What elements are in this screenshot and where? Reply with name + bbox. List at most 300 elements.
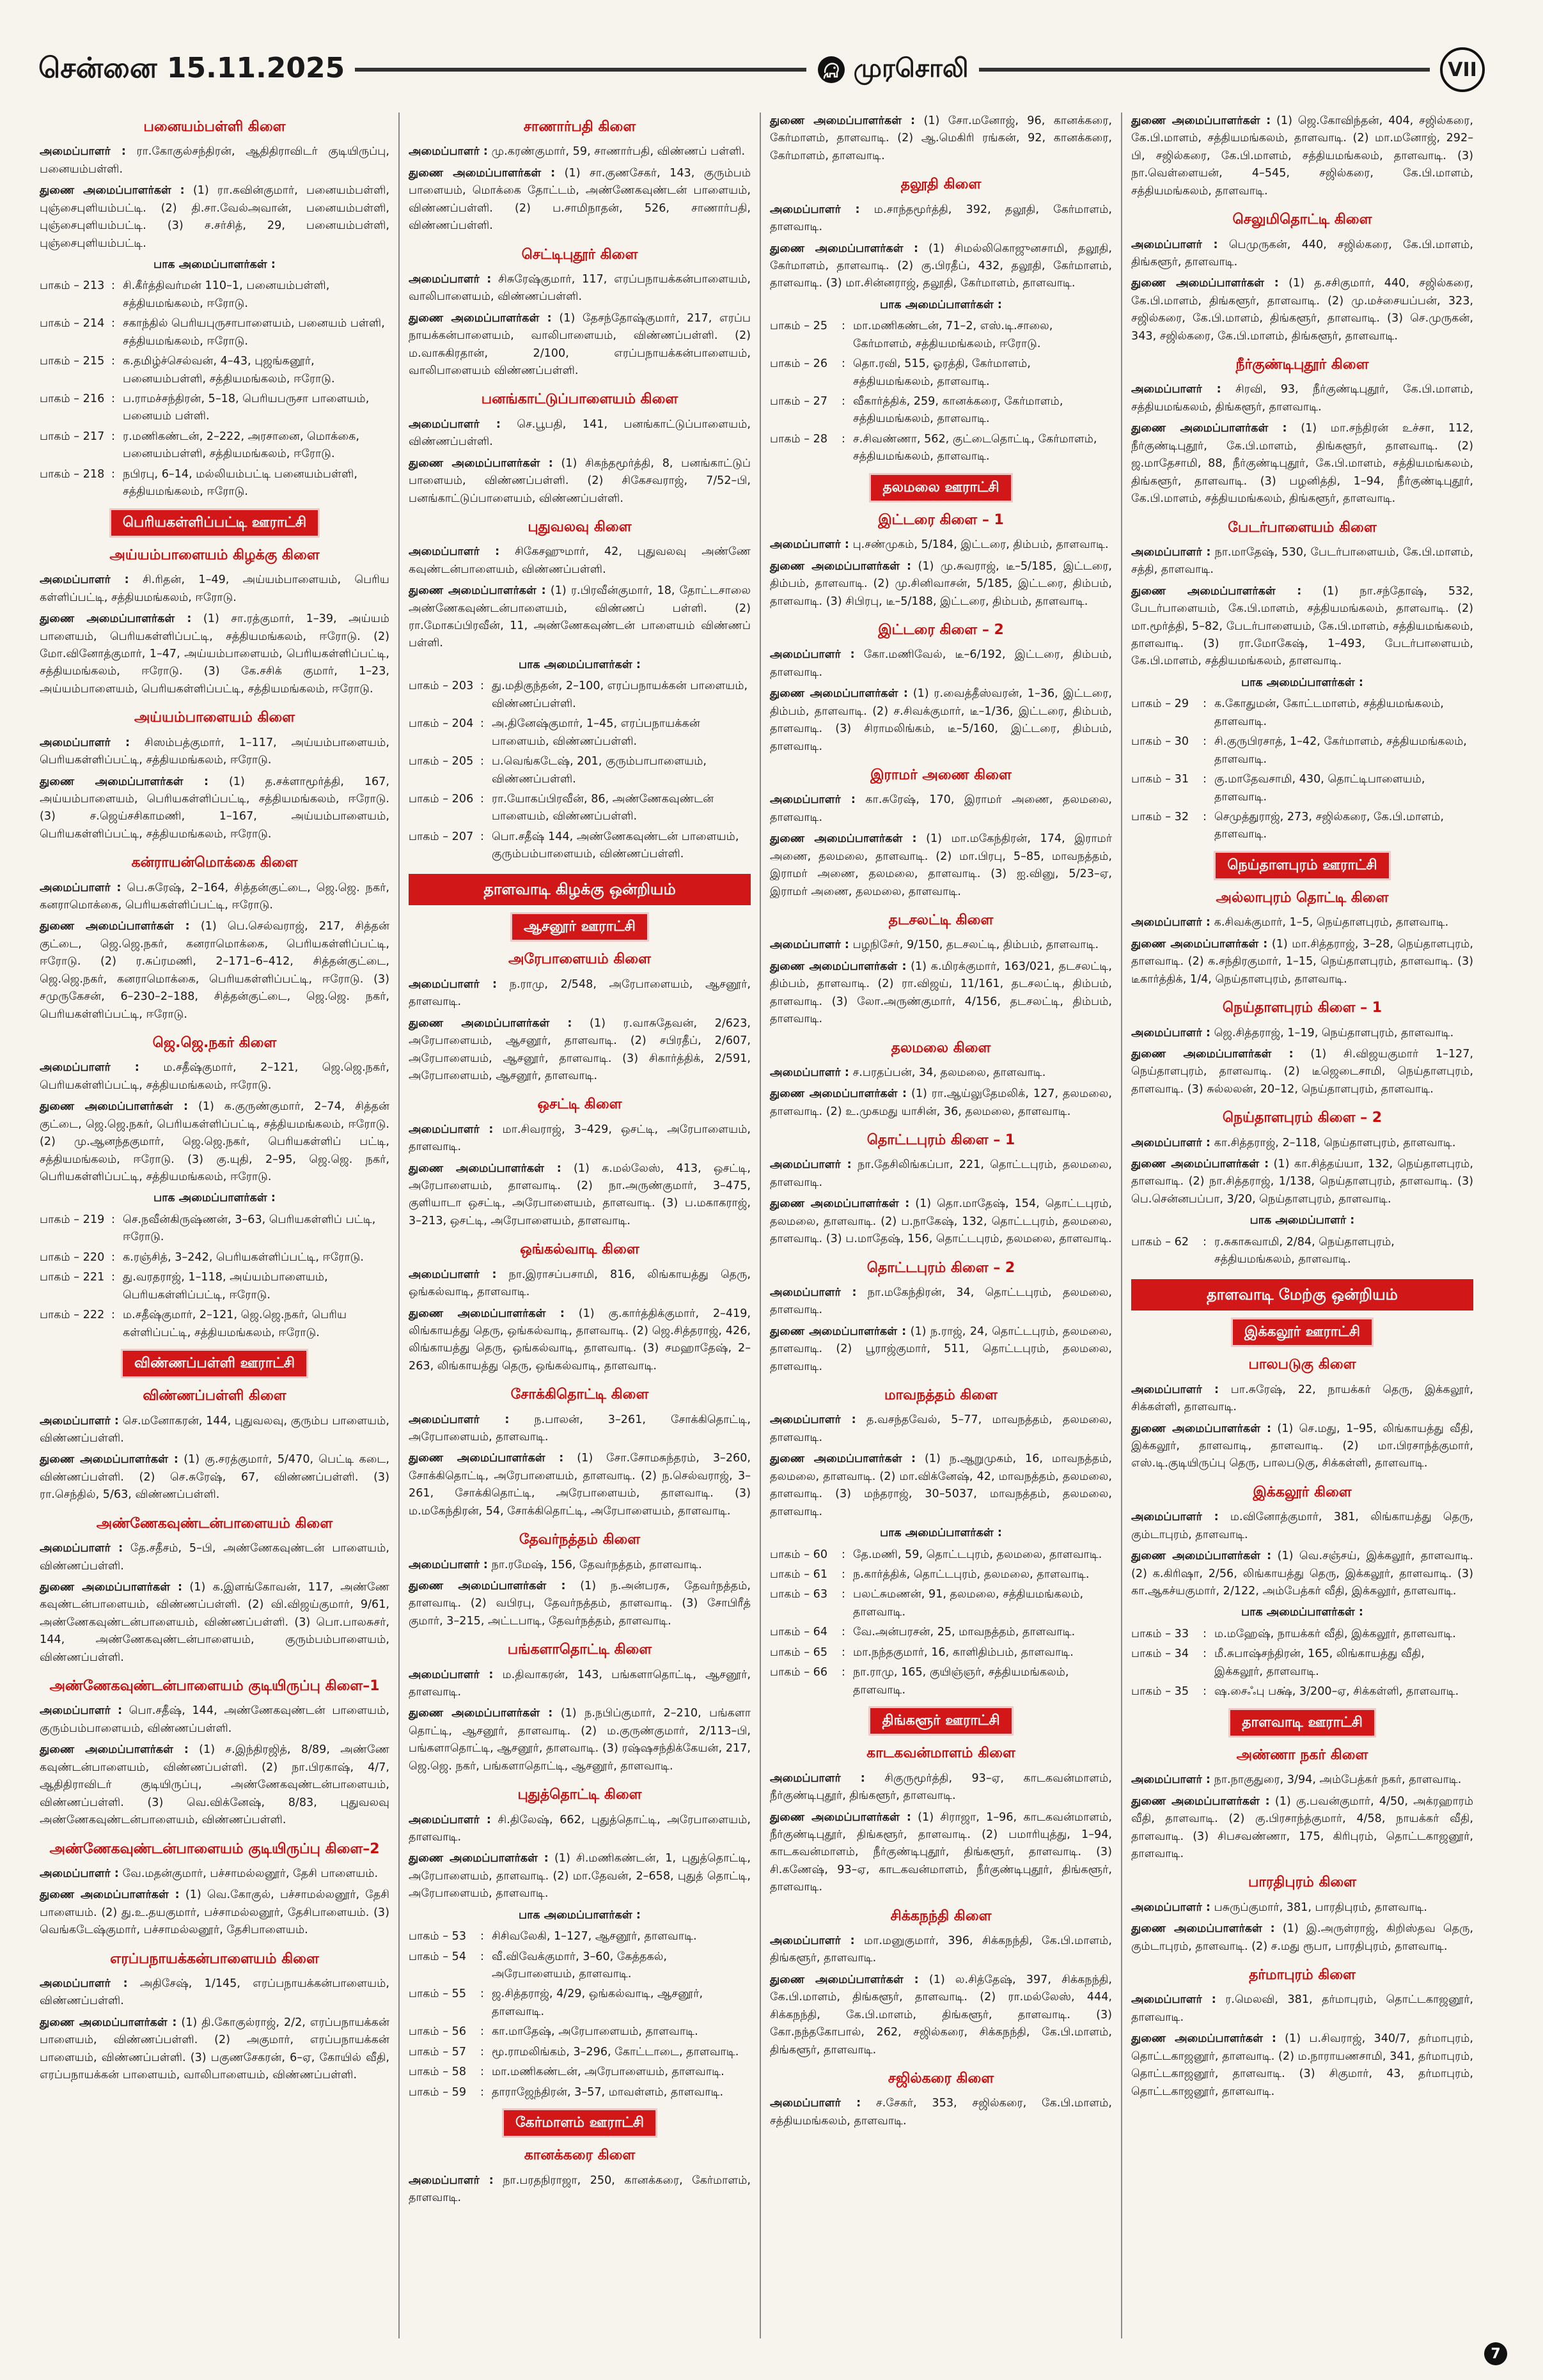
role-label: அமைப்பாளர் : [770,1934,855,1947]
booth-colon: : [480,1950,484,1963]
elephant-emblem-icon [817,55,846,84]
branch-title: இராமர் அணை கிளை [870,767,1012,784]
member-entry [1131,1899,1473,1917]
booth-number: பாகம் – 207 [409,830,474,843]
member-details: கோ.மணிவேல், டீ–6/192, இட்டரை, திம்பம், தாளவாடி. [770,648,1113,679]
booth-colon: : [842,1548,845,1561]
member-entry [1131,420,1473,508]
role-label: துணை அமைப்பாளர்கள் : [770,1973,919,1986]
member-details: பா.சுரேஷ், 22, நாயக்கர் தெரு, இக்கலூர், சிக்கள்ளி, தாளவாடி. [1131,1383,1474,1414]
branch-title: ஜெ.ஜெ.நகர் கிளை [152,1035,277,1052]
member-entry [770,830,1112,901]
member-details: பெமுருகன், 440, சஜில்கரை, கே.பி.மாளம், திங்களூர், தாளவாடி. [1131,238,1474,268]
booth-agent: வீ.விவேக்குமார், 3–60, கேத்தகல், அரேபாளையம், தாளவாடி. [492,1950,667,1980]
branch-title: அண்ணேகவுண்டன்பாளையம் குடியிருப்பு கிளை–2 [49,1840,380,1857]
booth-colon: : [480,680,484,693]
member-entry [1131,1420,1473,1473]
member-entry [409,416,751,451]
panchayat-title: ஆசனூர் ஊராட்சி [512,914,647,940]
booth-number: பாகம் – 61 [770,1567,828,1581]
panchayat-title: தாளவாடி ஊராட்சி [1230,1710,1374,1736]
section-branch [40,707,389,843]
member-entry [770,1933,1112,1968]
role-label: துணை அமைப்பாளர்கள் : [409,1162,561,1175]
role-label: துணை அமைப்பாளர்கள் : [770,114,916,127]
booth-agent: மா.மணிகண்டன், 71–2, எஸ்.டி.சாலை, கேர்மாளம், சத்தியமங்கலம், ஈரோடு. [853,320,1053,350]
member-entry [40,1540,389,1575]
member-entry [1131,237,1473,272]
role-label: அமைப்பாளர் : [1131,545,1211,559]
booth-colon: : [842,1666,845,1679]
role-label: அமைப்பாளர் : [1131,1773,1210,1787]
member-entry [770,791,1112,827]
booth-number: பாகம் – 215 [40,355,105,368]
booth-agent: து.மதிகுந்தன், 2–100, எரப்பநாயக்கன் பாளையம், விண்ணப்பள்ளி. [492,680,748,710]
role-label: அமைப்பாளர் : [40,1867,119,1880]
column-3 [760,113,1121,2338]
section-branch [409,116,751,235]
booth-number: பாகம் – 28 [770,432,828,446]
member-details: நா.மாதேஷ், 530, பேடர்பாளையம், கே.பி.மாளம், சத்தி, தாளவாடி. [1131,545,1474,577]
role-label: அமைப்பாளர் : [409,1268,497,1281]
role-label: துணை அமைப்பாளர்கள் : [409,1707,553,1720]
member-details: ம.வினோத்குமார், 381, லிங்காயத்து தெரு, கும்டாபுரம், தாளவாடி. [1131,1511,1473,1541]
branch-title: சஜில்கரை கிளை [888,2071,994,2087]
role-label: அமைப்பாளர் : [409,417,501,431]
member-entry [40,1886,389,1939]
booth-agent: மீ.சுபாஷ்சந்திரன், 165, லிங்காயத்து வீதி, இக்கலூர், தாளவாடி. [1214,1647,1425,1678]
booth-agents-heading: பாக அமைப்பாளர்கள் : [153,258,276,271]
booth-number: பாகம் – 57 [409,2045,467,2058]
member-details: (1) தொ.மாதேஷ், 154, தொட்டபுரம், தலமலை, தாளவாடி. (2) ப.நாகேஷ், 132, தொட்டபுரம், தலமலை, தாளவாடி. (3) ப.மாதேஷ், 156, தொட்டபுரம், தலமலை, தாளவாடி. [770,1197,1112,1246]
member-details: நா.ரமேஷ், 156, தேவர்நத்தம், தாளவாடி. [491,1558,702,1571]
booth-row [40,1249,389,1266]
member-entry [770,1064,1112,1082]
booth-agents-heading: பாக அமைப்பாளர்கள் : [519,1908,641,1922]
section-branch [40,1513,389,1667]
section-branch [40,116,389,501]
member-entry [770,240,1112,293]
member-details: ரா.கோகுல்சந்திரன், ஆதிதிராவிடர் குடியிருப்பு, பனையம்பள்ளி. [40,145,389,176]
booth-row [770,1664,1112,1699]
member-entry [40,1098,389,1186]
panchayat-title: தலமலை ஊராட்சி [871,475,1010,501]
section-banner [1131,1710,1473,1736]
role-label: அமைப்பாளர் : [770,938,849,952]
member-entry [1131,113,1473,200]
booth-number: பாகம் – 222 [40,1309,105,1322]
newspaper-name: முரசொலி [853,53,969,83]
booth-agent: கு.மாதேவசாமி, 430, தொட்டிபாளையம், தாளவாடி. [1214,773,1425,804]
member-details: பசுருப்குமார், 381, பாரதிபுரம், தாளவாடி. [1214,1901,1428,1914]
role-label: துணை அமைப்பாளர்கள் : [409,1852,549,1865]
member-details: (1) சா.குணசேகர், 143, குரும்பம் பாளையம், மொக்கை தோட்டம், அண்ணேகவுண்டன் பாளையம், விண்ணப்பள்ளி. (2) ப.சாமிநாதன், 526, சாணார்பதி, விண்ணப்பள்ளி. [409,166,751,233]
role-label: துணை அமைப்பாளர்கள் : [409,584,546,598]
column-4 [1121,113,1482,2338]
role-label: அமைப்பாளர் : [409,545,500,559]
role-label: துணை அமைப்பாளர்கள் : [1131,1922,1275,1936]
booth-number: பாகம் – 59 [409,2085,467,2099]
branch-title: தலமலை கிளை [891,1039,991,1056]
member-details: நா.பரதநிராஜா, 250, கானக்கரை, கேர்மாளம், தாளவாடி. [409,2174,751,2205]
role-label: அமைப்பாளர் : [409,1123,494,1136]
member-details: க.சிவக்குமார், 1–5, நெய்தாளபுரம், தாளவாடி. [1214,916,1449,929]
member-entry [1131,1381,1473,1417]
member-details: நா.இராசப்பசாமி, 816, லிங்காயத்து தெரு, ஒங்கல்வாடி, தாளவாடி. [409,1268,751,1299]
member-details: ஜெ.சித்தராஜ், 1–19, நெய்தாளபுரம், தாளவாடி. [1214,1026,1454,1039]
member-entry [1131,1156,1473,1208]
branch-title: அய்யம்பாளையம் கிழக்கு கிளை [109,547,320,563]
booth-row [1131,733,1473,768]
role-label: அமைப்பாளர் : [1131,1901,1210,1914]
branch-title: பங்களாதொட்டி கிளை [507,1642,652,1658]
booth-number: பாகம் – 218 [40,467,105,481]
section-banner [770,1708,1112,1734]
panchayat-title: விண்ணப்பள்ளி ஊராட்சி [123,1351,306,1376]
member-details: ம.திவாகரன், 143, பங்களாதொட்டி, ஆசனூர், தாளவாடி. [409,1668,751,1699]
booth-agent: வீகார்த்திக், 259, கானக்கரை, கேர்மாளம், சத்தியமங்கலம், தாளவாடி. [853,395,1063,426]
booth-agent: தே.மணி, 59, தொட்டபுரம், தலமலை, தாளவாடி. [853,1548,1102,1561]
role-label: துணை அமைப்பாளர்கள் : [40,1580,183,1594]
branch-title: தலூதி கிளை [900,176,982,193]
branch-title: இட்டரை கிளை – 1 [878,512,1004,529]
booth-number: பாகம் – 35 [1131,1685,1189,1699]
member-entry [770,646,1112,681]
booth-colon: : [1203,735,1207,749]
booth-agent: சி.கீர்த்திவர்மன் 110–1, பனையம்பள்ளி, சத்தியமங்கலம், ஈரோடு. [123,279,330,310]
section-banner [40,1351,389,1376]
booth-row [409,1986,751,2021]
panchayat-title: பெரியகள்ளிப்பட்டி ஊராட்சி [111,510,318,536]
member-details: நா.நாகுதுரை, 3/94, அம்பேத்கர் நகர், தாளவாடி. [1214,1773,1462,1787]
booth-number: பாகம் – 65 [770,1645,828,1659]
section-branch [770,1130,1112,1248]
branch-title: சாணார்பதி கிளை [523,119,636,135]
member-entry [1131,2030,1473,2101]
member-entry [1131,275,1473,345]
booth-row [1131,1234,1473,1269]
panchayat-banner [40,1351,389,1376]
section-branch [40,1948,389,2085]
role-label: துணை அமைப்பாளர்கள் : [40,775,209,788]
panchayat-title: இக்கலூர் ஊராட்சி [1233,1319,1372,1345]
section-branch [409,949,751,1085]
booth-colon: : [111,317,115,331]
booth-agent: சிசிவலேகி, 1–127, ஆசனூர், தாளவாடி. [492,1930,697,1943]
role-label: துணை அமைப்பாளர்கள் : [409,1016,572,1030]
booth-number: பாகம் – 216 [40,393,105,405]
section-branch [770,174,1112,465]
booth-colon: : [480,2025,484,2039]
section-branch [770,1743,1112,1896]
member-details: (1) ச.இந்திரஜித், 8/89, அண்ணே கவுண்டன்பாளையம், விண்ணப்பள்ளி. (2) நா.பிரகாஷ், 4/7, ஆதிதிராவிடர் குடியிருப்பு, அண்ணேகவுண்டன்பாளையம், விண்ணப்பள்ளி. (3) வெ.விக்னேஷ், 8/83, புதுவலவு அண்ணேகவுண்டன்பாளையம், விண்ணப்பள்ளி. [40,1743,390,1827]
branch-title: செட்டிபுதூர் கிளை [521,246,638,263]
member-entry [409,143,751,160]
member-entry [770,937,1112,954]
booth-agent: செமுத்துராஜ், 273, சஜில்கரை, கே.பி.மாளம், தாளவாடி. [1214,810,1444,841]
member-entry [409,976,751,1011]
booth-colon: : [111,467,115,481]
booth-agent: க.தமிழ்ச்செல்வன், 4–43, புஜங்கனூர், பனையம்பள்ளி, சத்தியமங்கலம், ஈரோடு. [123,355,335,385]
booth-row [409,828,751,864]
section-branch [40,545,389,698]
role-label: துணை அமைப்பாளர்கள் : [409,1307,565,1320]
section-branch [40,1385,389,1504]
member-details: (1) ந.அன்பரசு, தேவர்நத்தம், தாளவாடி. (2) வபிரபு, தேவர்நத்தம், தாளவாடி. (3) சோபிரீத் குமார், 3–215, அட்டபாடி, தேவர்நத்தம், தாளவாடி. [409,1579,751,1628]
role-label: துணை அமைப்பாளர்கள் : [770,960,907,973]
booth-row [770,318,1112,353]
booth-agent: ஜ.சித்தராஜ், 4/29, ஒங்கல்வாடி, ஆசனூர், தாளவாடி. [492,1987,703,2018]
member-details: (1) ர.வைத்தீஸ்வரன், 1–36, இட்டரை, திம்பம், தாளவாடி. (2) ச.சிவக்குமார், டீ–1/36, இட்டரை, திம்பம், தாளவாடி. (3) சிராமலிங்கம், டீ–5/160, இட்டரை, திம்பம், தாளவாடி. [770,687,1113,753]
booth-agents-heading: பாக அமைப்பாளர்கள் : [1241,1606,1363,1619]
role-label: துணை அமைப்பாளர்கள் : [40,1453,178,1466]
role-label: அமைப்பாளர் : [770,203,860,216]
section-branch [1131,517,1473,844]
section-branch [770,2068,1112,2130]
section-branch [1131,1964,1473,2101]
booth-row [40,1211,389,1247]
booth-colon: : [480,830,484,843]
member-details: (1) க.மிரக்குமார், 163/021, தடசலட்டி, திம்பம், தாளவாடி. (2) ரா.விஜய், 11/161, தடசலட்டி, திம்பம், தாளவாடி. (3) லோ.அருண்குமார், 4/156, தடசலட்டி, திம்பம், தாளவாடி. [770,960,1113,1026]
member-entry [40,1451,389,1504]
member-entry [40,572,389,607]
member-entry [770,558,1112,611]
role-label: துணை அமைப்பாளர்கள் : [409,1452,564,1465]
member-details: மு.கரண்குமார், 59, சாணார்பதி, விண்ணப் பள்ளி. [491,145,746,159]
member-entry [1131,544,1473,579]
booth-agent: வே.அன்பரசன், 25, மாவநத்தம், தாளவாடி. [853,1626,1076,1639]
branch-title: அண்ணேகவுண்டன்பாளையம் குடியிருப்பு கிளை–1 [49,1678,380,1695]
member-entry [770,1323,1112,1376]
role-label: அமைப்பாளர் : [770,1413,856,1427]
booth-agent: சகாந்தில் பெரியபுருசாபாளையம், பனையம் பள்ளி, சத்தியமங்கலம், ஈரோடு. [123,317,385,348]
booth-row [409,2064,751,2081]
booth-row [40,353,389,388]
member-details: (1) மா.சந்திரன் உச்சா, 112, நீர்குண்டிபுதூர், கே.பி.மாளம், திங்களூர், தாளவாடி. (2) ஜ.மாதேசாமி, 88, நீர்குண்டிபுதூர், கே.பி.மாளம், சத்தியமங்கலம், திங்களூர், தாளவாடி. (3) பழனித்தி, 1–94, நீர்குண்டிபுதூர், கே.பி.மாளம், சத்தியமங்கலம், திங்களூர், தாளவாடி. [1131,422,1474,506]
member-details: (1) க.மல்லேஸ், 413, ஒசட்டி, அரேபாளையம், தாளவாடி. (2) நா.அருண்குமார், 3–475, குளியாடா ஒசட்டி, அரேபாளையம், தாளவாடி. (3) ப.மகாகராஜ், 3–213, ஒசட்டி, அரேபாளையம், தாளவாடி. [409,1162,751,1227]
role-label: துணை அமைப்பாளர்கள் : [1131,1158,1269,1171]
member-entry [409,310,751,380]
role-label: அமைப்பாளர் : [40,1704,123,1718]
member-details: (1) தி.கோகுல்ராஜ், 2/2, எரப்பநாயக்கன் பாளையம், விண்ணப்பள்ளி. (2) அகுமார், எரப்பநாயக்கன் பாளையம், விண்ணப்பள்ளி. (3) பகுணசேகரன், 6–ஏ, கோயில் வீதி, எரப்பநாயக்கன் பாளையம், வாலிபாளையம், விண்ணப்பள்ளி. [40,2016,390,2082]
booth-agents-heading: பாக அமைப்பாளர்கள் : [880,1527,1002,1540]
booth-agent: க.கோதுமன், கோட்டமாளம், சத்தியமங்கலம், தாளவாடி. [1214,697,1444,728]
role-label: துணை அமைப்பாளர்கள் : [770,1197,910,1211]
member-entry [1131,1025,1473,1042]
member-entry [1131,936,1473,988]
booth-number: பாகம் – 221 [40,1271,105,1284]
member-entry [770,1195,1112,1248]
member-details: சிகேசஹுமார், 42, புதுவலவு அண்ணே கவுண்டன்பாளையம், விண்ணப்பள்ளி. [409,545,751,576]
booth-agent: தொ.ரவி, 515, ஓரத்தி, கேர்மாளம், சத்தியமங்கலம், தாளவாடி. [853,357,1031,388]
role-label: அமைப்பாளர் : [40,1542,123,1555]
member-details: சிஸம்பத்குமார், 1–117, அய்யம்பாளையம், பெரியகள்ளிப்பட்டி, சத்தியமங்கலம், ஈரோடு. [40,736,389,767]
member-entry [40,1865,389,1883]
booth-number: பாகம் – 62 [1131,1235,1189,1248]
section-banner [770,475,1112,501]
member-details: (1) ஜெ.கோவிந்தன், 404, சஜில்கரை, கே.பி.மாளம், சத்தியமங்கலம், தாளவாடி. (2) மா.மனோஜ், 292–பி, சஜில்கரை, கே.பி.மாளம், சத்தியமங்கலம், தாளவாடி. (3) நா.வெள்ளையன், 4–545, சஜில்கரை, கே.பி.மாளம், சத்தியமங்கலம், தாளவாடி. [1131,114,1473,198]
booth-colon: : [842,357,845,371]
member-entry [1131,1509,1473,1544]
booth-number: பாகம் – 56 [409,2025,467,2039]
booth-agent: மூ.ராமலிங்கம், 3–296, கோட்டாடை, தாளவாடி. [492,2045,739,2058]
member-details: (1) த.சசிகுமார், 440, சஜில்கரை, கே.பி.மாளம், திங்களூர், தாளவாடி. (2) மு.மச்சையப்பன், 323, சஜில்கரை, கே.பி.மாளம், திங்களூர், தாளவாடி. (3) செ.முருகன், 343, சஜில்கரை, கே.பி.மாளம், திங்களூர், தாளவாடி. [1131,277,1474,343]
member-entry [409,165,751,235]
branch-title: மாவநத்தம் கிளை [884,1387,998,1404]
branch-title: தொட்டபுரம் கிளை – 1 [866,1132,1015,1149]
booth-agent: து.வரதராஜ், 1–118, அய்யம்பாளையம், பெரியகள்ளிப்பட்டி, ஈரோடு. [123,1271,328,1302]
section-branch [40,852,389,1023]
member-details: (1) ல.சித்தேஷ், 397, சிக்கநந்தி, கே.பி.மாளம், திங்களூர், தாளவாடி. (2) ரா.மல்லேஸ், 444, சிக்கநந்தி, கே.பி.மாளம், திங்களூர், தாளவாடி. (3) கோ.நந்தகோபால், 262, சஜில்கரை, சிக்கநந்தி, கே.பி.மாளம், திங்களூர், தாளவாடி. [770,1973,1112,2057]
booth-agent: தாராஜேந்திரன், 3–57, மாவள்ளம், தாளவாடி. [492,2085,724,2099]
booth-colon: : [480,755,484,768]
booth-row [409,715,751,751]
member-details: (1) ரா.கவின்குமார், பனையம்பள்ளி, புஞ்சைபுளியம்பட்டி. (2) தி.சா.வேல்அவான், பனையம்பள்ளி, புஞ்சைபுளியம்பட்டி. (3) ச.சர்சித், 29, பனையம்பள்ளி, புஞ்சைபுளியம்பட்டி. [40,184,389,250]
union-banner-title: தாளவாடி மேற்கு ஒன்றியம் [1131,1279,1473,1311]
booth-colon: : [1203,1647,1207,1661]
member-details: சிசுரேஷ்குமார், 117, எரப்பநாயக்கன்பாளையம், வாலிபாளையம், விண்ணப்பள்ளி. [409,272,751,304]
booth-row [1131,1645,1473,1681]
booth-agent: அ.தினேஷ்குமார், 1–45, எரப்பநாயக்கன் பாளையம், விண்ணப்பள்ளி. [492,717,700,748]
member-details: (1) சோ.மனோஜ், 96, கானக்கரை, கேர்மாளம், தாளவாடி. (2) ஆ.மெகிரி ரங்கன், 92, கானக்கரை, கேர்மாளம், தாளவாடி. [770,114,1112,162]
booth-number: பாகம் – 26 [770,357,828,371]
booth-row [770,1546,1112,1564]
member-details: அதிசேஷ், 1/145, எரப்பநாயக்கன்பாளையம், விண்ணப்பள்ளி. [40,1977,389,2008]
booth-row [770,355,1112,391]
member-entry [40,182,389,253]
member-details: மா.மனுகுமார், 396, சிக்கநந்தி, கே.பி.மாளம், திங்களூர், தாளவாடி. [770,1934,1113,1965]
masthead-rule [355,68,806,72]
member-details: (1) மா.மகேந்திரன், 174, இராமர் அணை, தலமலை, தாளவாடி. (2) மா.பிரபு, 5–85, மாவநத்தம், இராமர் அணை, தலமலை, தாளவாடி. (3) ஐ.வினு, 5/23–ஏ, இராமர் அணை, தலமலை, தாளவாடி. [770,832,1113,898]
role-label: அமைப்பாளர் : [40,145,126,159]
section-branch [770,509,1112,611]
section-branch [770,1257,1112,1376]
role-label: துணை அமைப்பாளர்கள் : [1131,1794,1270,1808]
role-label: அமைப்பாளர் : [770,538,849,552]
branch-title: தேவர்நத்தம் கிளை [519,1532,641,1548]
booth-row [1131,696,1473,731]
role-label: அமைப்பாளர் : [1131,1993,1216,2007]
booth-number: பாகம் – 213 [40,279,105,293]
section-branch [1131,1872,1473,1956]
role-label: அமைப்பாளர் : [409,1413,510,1426]
role-label: அமைப்பாளர் : [770,1158,852,1172]
booth-agent: மா.மணிகண்டன், அரேபாளையம், தாளவாடி. [492,2065,725,2079]
section-branch [770,910,1112,1029]
member-entry [409,1412,751,1447]
role-label: துணை அமைப்பாளர்கள் : [770,559,912,573]
booth-agent: ம.மஹேஷ், நாயக்கர் வீதி, இக்கலூர், தாளவாடி. [1214,1627,1456,1640]
booth-agent: ப.வெங்கடேஷ், 201, குரும்பாபாளையம், விண்ணப்பள்ளி. [492,755,707,786]
booth-agent: நா.ராமு, 165, குயிஞ்ஞர், சத்தியமங்கலம், தாளவாடி. [853,1666,1069,1697]
booth-agents-heading: பாக அமைப்பாளர்கள் : [1241,676,1363,689]
article-columns [37,113,1484,2338]
member-entry [770,113,1112,165]
booth-number: பாகம் – 204 [409,717,474,731]
branch-title: அண்ணா நகர் கிளை [1236,1746,1368,1763]
branch-title: பாலபடுகு கிளை [1248,1357,1356,1373]
booth-number: பாகம் – 220 [40,1250,105,1264]
role-label: துணை அமைப்பாளர்கள் : [1131,277,1279,290]
member-details: (1) சோ.சோமசுந்தரம், 3–260, சோக்கிதொட்டி, அரேபாளையம், தாளவாடி. (2) ந.செல்வராஜ், 3–261, சோக்கிதொட்டி, அரேபாளையம், தாளவாடி. (3) ம.மகேந்திரன், 54, சோக்கிதொட்டி, அரேபாளையம், தாளவாடி. [409,1452,751,1518]
booth-agent: ர.மணிகண்டன், 2–222, அரசானை, மொக்கை, பனையம்பள்ளி, சத்தியமங்கலம், ஈரோடு. [123,430,359,461]
member-details: (1) வெ.சஞ்சய், இக்கலூர், தாளவாடி. (2) க.கிரிஷா, 2/56, லிங்காயத்து தெரு, இக்கலூர், தாளவாடி. (3) கா.ஆகச்யகுமார், 2/122, அம்பேத்கர் வீதி, இக்கலூர், தாளவாடி. [1131,1550,1474,1598]
booth-agent: செ.நவீன்கிருஷ்ணன், 3–63, பெரியகள்ளிப் பட்டி, ஈரோடு. [123,1213,376,1244]
section-branch [409,244,751,380]
member-details: ர.மெலவி, 381, தர்மாபுரம், தொட்டகாஜனூர், தாளவாடி. [1131,1993,1473,2024]
branch-title: எரப்பநாயக்கன்பாளையம் கிளை [110,1950,319,1967]
booth-number: பாகம் – 33 [1131,1627,1189,1640]
branch-title: நீர்குண்டிபுதூர் கிளை [1235,357,1369,373]
member-details: (1) செ.மது, 1–95, லிங்காயத்து வீதி, இக்கலூர், தாளவாடி, தாளவாடி. (2) மா.பிரசாந்த்குமார், எஸ்.டி.குடியிருப்பு தெரு, பாலபடுகு, சிக்கள்ளி, தாளவாடி. [1131,1422,1474,1470]
role-label: அமைப்பாளர் : [40,573,129,587]
booth-agent: ந.கார்த்திக், தொட்டபுரம், தலமலை, தாளவாடி. [853,1567,1090,1581]
booth-number: பாகம் – 55 [409,1987,467,2001]
branch-title: இட்டரை கிளை – 2 [878,622,1004,639]
member-entry [770,1809,1112,1897]
booth-number: பாகம் – 53 [409,1930,467,1943]
booth-row [1131,771,1473,806]
panchayat-title: கேர்மாளம் ஊராட்சி [504,2110,655,2136]
section-branch [770,1906,1112,2059]
booth-agent: க.ரஞ்சித், 3–242, பெரியகள்ளிப்பட்டி, ஈரோடு. [123,1250,364,1264]
panchayat-title: நெய்தாளபுரம் ஊராட்சி [1216,853,1388,878]
branch-title: புதுவலவு கிளை [528,518,632,535]
booth-row [40,277,389,313]
section-branch [409,1384,751,1520]
booth-row [40,391,389,426]
booth-agents-heading: பாக அமைப்பாளர்கள் : [153,1192,276,1205]
member-entry [40,1702,389,1738]
section-banner [409,914,751,940]
booth-agent: சி.குருபிரசாத், 1–42, கேர்மாளம், சத்தியமங்கலம், தாளவாடி. [1214,735,1467,766]
role-label: அமைப்பாளர் : [770,648,855,662]
panchayat-banner [770,475,1112,501]
role-label: துணை அமைப்பாளர்கள் : [1131,422,1287,435]
section-branch [409,1529,751,1630]
section-branch [409,1639,751,1775]
role-label: துணை அமைப்பாளர்கள் : [770,1325,907,1338]
booth-row [40,315,389,350]
branch-title: தொட்டபுரம் கிளை – 2 [866,1259,1015,1276]
member-details: ச.சேகர், 353, சஜில்கரை, கே.பி.மாளம், சத்தியமங்கலம், தாளவாடி. [770,2097,1113,2127]
member-details: (1) ர.வாசுதேவன், 2/623, அரேபாளையம், ஆசனூர், தாளவாடி. (2) சபிரதீப், 2/607, அரேபாளையம், ஆசனூர், தாளவாடி. (3) சிகார்த்திக், 2/591, அரேபாளையம், ஆசனூர், தாளவாடி. [409,1016,751,1082]
member-entry [40,880,389,915]
booth-row [1131,1683,1473,1700]
member-entry [770,1972,1112,2059]
panchayat-banner [770,1708,1112,1734]
member-details: (1) சா.ரத்குமார், 1–39, அய்யம் பாளையம், பெரியகள்ளிப்பட்டி, சத்தியமங்கலம், ஈரோடு. (2) மோ.வினோத்குமார், 1–47, அய்யம்பாளையம், பெரியகள்ளிப்பட்டி, சத்தியமங்கலம், ஈரோடு. (3) கே.சசிக் குமார், 1–23, அய்யம்பாளையம், பெரியகள்ளிப்பட்டி, சத்தியமங்கலம், ஈரோடு. [40,612,390,696]
branch-title: கானக்கரை கிளை [524,2147,636,2164]
section-branch [409,517,751,864]
role-label: அமைப்பாளர் : [409,1668,494,1681]
member-details: ந.பாலன், 3–261, சோக்கிதொட்டி, அரேபாளையம், தாளவாடி. [409,1413,751,1443]
role-label: அமைப்பாளர் : [1131,1511,1219,1524]
booth-number: பாகம் – 205 [409,755,474,768]
branch-title: நெய்தாளபுரம் கிளை – 2 [1222,1110,1382,1126]
section-banner [409,2110,751,2136]
member-details: (1) மு.சுவராஜ், டீ–5/185, இட்டரை, திம்பம், தாளவாடி. (2) மு.சினிவாசன், 5/185, இட்டரை, திம்பம், தாளவாடி. (3) சிபிரபு, டீ–5/188, இட்டரை, திம்பம், தாளவாடி. [770,559,1113,608]
member-details: (1) கு.கார்த்திக்குமார், 2–419, லிங்காயத்து தெரு, ஒங்கல்வாடி, தாளவாடி. (2) ஜெ.சித்தராஜ், 426, லிங்காயத்து தெரு, ஒங்கல்வாடி, தாளவாடி. (3) சமஹாதேஷ், 2–263, லிங்காயத்து தெரு, ஒங்கல்வாடி, தாளவாடி. [409,1307,751,1373]
role-label: துணை அமைப்பாளர்கள் : [1131,1422,1271,1435]
role-label: அமைப்பாளர் : [409,977,497,991]
panchayat-banner [1131,1710,1473,1736]
booth-row [409,2084,751,2101]
member-entry [40,1059,389,1094]
member-details: (1) ரா.ஆய்லுதேமலிக், 127, தலமலை, தாளவாடி. (2) உ.முகமது யாசின், 36, தலமலை, தாளவாடி. [770,1087,1113,1118]
section-branch [1131,1354,1473,1473]
member-details: சிகுருமூர்த்தி, 93–ஏ, காடகவன்மாளம், நீர்குண்டிபுதூர், திங்களூர், தாளவாடி. [770,1771,1112,1803]
